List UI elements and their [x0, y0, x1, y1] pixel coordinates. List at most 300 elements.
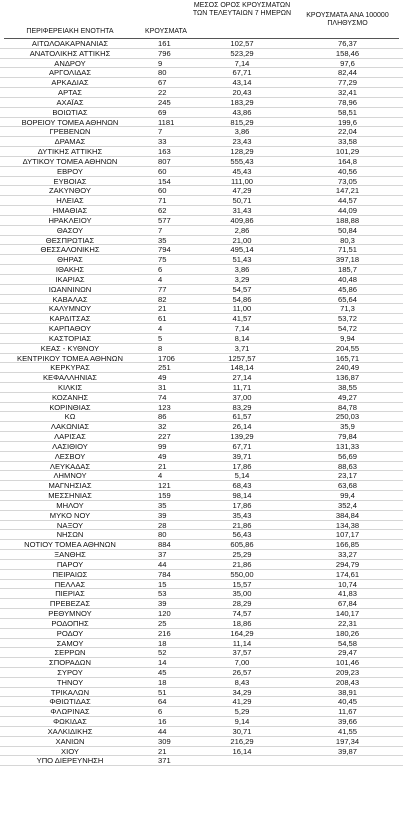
table-row: [0, 599, 403, 609]
cases-cell: 21: [158, 461, 167, 471]
region-cell: ΚΑΒΑΛΑΣ: [52, 294, 88, 304]
per100k-cell: 166,85: [335, 540, 360, 550]
table-row: [0, 285, 403, 295]
region-cell: ΡΕΘΥΜΝΟΥ: [48, 609, 92, 619]
per100k-cell: 35,9: [340, 422, 355, 432]
region-cell: ΧΙΟΥ: [61, 746, 79, 756]
table-row: [0, 412, 403, 422]
per100k-cell: 49,27: [337, 392, 357, 402]
per100k-cell: 33,58: [337, 137, 357, 147]
header-cases-per-100k: ΚΡΟΥΣΜΑΤΑ ΑΝΑ 100000 ΠΛΗΘΥΣΜΟ: [306, 12, 389, 27]
per100k-cell: 199,6: [337, 117, 357, 127]
avg-cell: 128,29: [230, 147, 254, 157]
cases-cell: 371: [158, 756, 171, 766]
per100k-cell: 9,94: [340, 333, 355, 343]
cases-cell: 35: [158, 235, 167, 245]
per100k-cell: 165,71: [335, 353, 360, 363]
cases-cell: 31: [158, 382, 167, 392]
per100k-cell: 134,38: [335, 520, 360, 530]
avg-cell: 5,14: [234, 471, 250, 481]
region-cell: ΒΟΡΕΙΟΥ ΤΟΜΕΑ ΑΘΗΝΩΝ: [21, 117, 119, 127]
avg-cell: 68,43: [232, 481, 252, 491]
cases-cell: 7: [158, 127, 163, 137]
region-cell: ΣΥΡΟΥ: [57, 668, 83, 677]
table-row: [0, 373, 403, 383]
avg-cell: 7,14: [234, 58, 250, 68]
region-cell: ΙΘΑΚΗΣ: [55, 265, 85, 275]
cases-cell: 45: [158, 668, 167, 677]
avg-cell: 74,57: [232, 609, 252, 619]
table-row: [0, 147, 403, 157]
cases-cell: 121: [158, 481, 171, 491]
avg-cell: 51,43: [232, 255, 252, 265]
per100k-cell: 40,56: [337, 166, 357, 176]
cases-cell: 161: [158, 39, 171, 48]
region-cell: ΠΕΙΡΑΙΩΣ: [52, 569, 88, 579]
avg-cell: 47,29: [232, 186, 252, 196]
table-row: [0, 609, 403, 619]
table-row: [0, 481, 403, 491]
region-cell: ΚΕΑΣ - ΚΥΘΝΟΥ: [40, 343, 100, 353]
avg-cell: 27,14: [232, 373, 252, 383]
region-cell: ΑΙΤΩΛΟΑΚΑΡΝΑΝΙΑΣ: [31, 39, 109, 48]
per100k-cell: 54,58: [337, 638, 357, 648]
region-cell: ΔΡΑΜΑΣ: [54, 137, 86, 147]
cases-cell: 44: [158, 559, 167, 569]
cases-cell: 4: [158, 324, 163, 334]
avg-cell: 550,00: [230, 569, 254, 579]
region-cell: ΗΜΑΘΙΑΣ: [52, 206, 88, 216]
cases-cell: 794: [158, 245, 171, 255]
avg-cell: 83,29: [232, 402, 252, 412]
table-row: [0, 265, 403, 275]
cases-cell: 62: [158, 206, 167, 216]
cases-cell: 15: [158, 579, 167, 589]
table-row: [0, 167, 403, 177]
table-row: [0, 737, 403, 747]
per100k-cell: 32,41: [337, 88, 357, 98]
cases-cell: 53: [158, 589, 167, 599]
region-cell: ΑΝΑΤΟΛΙΚΗΣ ΑΤΤΙΚΗΣ: [29, 48, 111, 58]
table-row: [0, 216, 403, 226]
cases-cell: 159: [158, 491, 171, 501]
per100k-cell: 40,48: [337, 274, 357, 284]
cases-cell: 807: [158, 156, 171, 166]
avg-cell: 61,57: [232, 412, 252, 422]
avg-cell: 54,57: [232, 284, 252, 294]
per100k-cell: 97,6: [340, 58, 355, 68]
per100k-cell: 65,64: [337, 294, 357, 304]
region-cell: ΑΧΑΪΑΣ: [56, 97, 84, 107]
table-row: [0, 245, 403, 255]
cases-cell: 69: [158, 107, 167, 117]
cases-cell: 80: [158, 68, 167, 78]
table-row: [0, 697, 403, 707]
cases-cell: 14: [158, 658, 167, 668]
avg-cell: 11,14: [232, 638, 252, 648]
avg-cell: 26,57: [232, 668, 252, 677]
avg-cell: 3,86: [234, 127, 250, 137]
cases-cell: 18: [158, 677, 167, 687]
avg-cell: 21,00: [232, 235, 252, 245]
region-cell: ΜΗΛΟΥ: [56, 500, 84, 510]
table-body: [0, 39, 403, 766]
cases-cell: 5: [158, 333, 163, 343]
region-cell: ΗΛΕΙΑΣ: [56, 196, 84, 206]
table-row: [0, 383, 403, 393]
per100k-cell: 22,31: [337, 618, 357, 628]
table-row: [0, 648, 403, 658]
avg-cell: 17,86: [232, 461, 252, 471]
per100k-cell: 209,23: [335, 668, 360, 677]
per100k-cell: 29,47: [337, 648, 357, 658]
region-cell: ΜΥΚΟ ΝΟΥ: [49, 510, 91, 520]
avg-cell: 67,71: [232, 68, 252, 78]
region-cell: ΚΟΖΑΝΗΣ: [51, 392, 89, 402]
cases-cell: 60: [158, 186, 167, 196]
avg-cell: 21,86: [232, 559, 252, 569]
table-row: [0, 255, 403, 265]
per100k-cell: 101,29: [335, 147, 360, 157]
cases-cell: 21: [158, 304, 167, 314]
region-cell: ΙΩΑΝΝΙΝΩΝ: [48, 284, 92, 294]
cases-cell: 18: [158, 638, 167, 648]
region-cell: ΠΑΡΟΥ: [56, 559, 84, 569]
avg-cell: 37,57: [232, 648, 252, 658]
avg-cell: 409,86: [230, 215, 254, 225]
table-row: [0, 39, 403, 49]
avg-cell: 26,14: [232, 422, 252, 432]
per100k-cell: 11,67: [338, 707, 357, 717]
region-cell: ΛΕΥΚΑΔΑΣ: [49, 461, 91, 471]
cases-cell: 44: [158, 726, 167, 736]
region-cell: ΜΕΣΣΗΝΙΑΣ: [48, 491, 92, 501]
cases-cell: 80: [158, 530, 167, 540]
table-row: [0, 707, 403, 717]
per100k-cell: 384,84: [335, 510, 360, 520]
region-cell: ΑΡΤΑΣ: [58, 88, 82, 98]
table-row: [0, 668, 403, 678]
region-cell: ΚΕΡΚΥΡΑΣ: [50, 363, 90, 373]
avg-cell: 3,71: [234, 343, 250, 353]
table-row: [0, 501, 403, 511]
cases-cell: 39: [158, 510, 167, 520]
avg-cell: 815,29: [230, 117, 254, 127]
table-row: [0, 560, 403, 570]
per100k-cell: 53,72: [337, 314, 357, 324]
region-cell: ΖΑΚΥΝΘΟΥ: [49, 186, 91, 196]
per100k-cell: 44,57: [337, 196, 357, 206]
cases-cell: 8: [158, 343, 163, 353]
region-cell: ΓΡΕΒΕΝΩΝ: [49, 127, 91, 137]
region-cell: ΑΡΓΟΛΙΔΑΣ: [48, 68, 92, 78]
region-cell: ΚΕΝΤΡΙΚΟΥ ΤΟΜΕΑ ΑΘΗΝΩΝ: [17, 353, 123, 363]
cases-cell: 75: [158, 255, 167, 265]
region-cell: ΘΗΡΑΣ: [57, 255, 83, 265]
region-cell: ΤΗΝΟΥ: [56, 677, 84, 687]
per100k-cell: 147,21: [335, 186, 360, 196]
region-cell: ΚΑΣΤΟΡΙΑΣ: [48, 333, 92, 343]
region-cell: ΘΕΣΠΡΩΤΙΑΣ: [45, 235, 95, 245]
region-cell: ΦΛΩΡΙΝΑΣ: [50, 707, 90, 717]
per100k-cell: 54,72: [337, 324, 357, 334]
table-row: [0, 59, 403, 69]
region-cell: ΚΕΦΑΛΛΗΝΙΑΣ: [42, 373, 98, 383]
region-cell: ΗΡΑΚΛΕΙΟΥ: [48, 215, 92, 225]
cases-cell: 35: [158, 500, 167, 510]
cases-cell: 7: [158, 225, 163, 235]
region-cell: ΔΥΤΙΚΗΣ ΑΤΤΙΚΗΣ: [37, 147, 103, 157]
avg-cell: 15,57: [232, 579, 252, 589]
cases-cell: 16: [158, 717, 167, 727]
per100k-cell: 294,79: [335, 559, 360, 569]
per100k-cell: 39,87: [337, 746, 357, 756]
region-cell: ΚΟΡΙΝΘΙΑΣ: [49, 402, 91, 412]
region-cell: ΧΑΝΙΩΝ: [55, 736, 85, 746]
cases-cell: 37: [158, 550, 167, 560]
per100k-cell: 188,88: [335, 215, 360, 225]
per100k-cell: 41,55: [337, 726, 357, 736]
cases-cell: 49: [158, 451, 167, 461]
per100k-cell: 33,27: [337, 550, 357, 560]
cases-cell: 796: [158, 48, 171, 58]
table-row: [0, 236, 403, 246]
cases-cell: 52: [158, 648, 167, 658]
avg-cell: 523,29: [230, 48, 254, 58]
cases-cell: 1181: [158, 117, 175, 127]
region-cell: ΚΙΛΚΙΣ: [57, 382, 83, 392]
cases-cell: 33: [158, 137, 167, 147]
table-row: [0, 304, 403, 314]
avg-cell: 11,71: [232, 382, 252, 392]
table-row: [0, 354, 403, 364]
avg-cell: 98,14: [232, 491, 252, 501]
avg-cell: 43,14: [232, 78, 252, 88]
cases-cell: 1706: [158, 353, 175, 363]
region-cell: ΣΕΡΡΩΝ: [54, 648, 86, 658]
avg-cell: 8,14: [234, 333, 250, 343]
cases-cell: 60: [158, 166, 167, 176]
avg-cell: 5,29: [234, 707, 250, 717]
header-cases: ΚΡΟΥΣΜΑΤΑ: [145, 28, 187, 35]
header-region: ΠΕΡΙΦΕΡΕΙΑΚΗ ΕΝΟΤΗΤΑ: [26, 28, 114, 35]
table-row: [0, 432, 403, 442]
per100k-cell: 67,84: [337, 599, 357, 609]
region-cell: ΠΕΛΛΑΣ: [54, 579, 86, 589]
table-row: [0, 511, 403, 521]
per100k-cell: 164,8: [337, 156, 357, 166]
table-row: [0, 717, 403, 727]
table-row: [0, 196, 403, 206]
table-row: [0, 127, 403, 137]
per100k-cell: 158,46: [335, 48, 360, 58]
table-row: [0, 403, 403, 413]
region-cell: ΔΥΤΙΚΟΥ ΤΟΜΕΑ ΑΘΗΝΩΝ: [22, 156, 118, 166]
table-row: [0, 550, 403, 560]
table-row: [0, 580, 403, 590]
avg-cell: 41,57: [232, 314, 252, 324]
per100k-cell: 352,4: [337, 500, 357, 510]
cases-cell: 6: [158, 707, 163, 717]
table-row: [0, 108, 403, 118]
avg-cell: 495,14: [230, 245, 254, 255]
avg-cell: 2,86: [234, 225, 250, 235]
table-row: [0, 314, 403, 324]
avg-cell: 18,86: [232, 618, 252, 628]
per100k-cell: 50,84: [337, 225, 357, 235]
per100k-cell: 197,34: [335, 736, 360, 746]
region-cell: ΕΒΡΟΥ: [57, 166, 83, 176]
per100k-cell: 10,74: [337, 579, 357, 589]
cases-cell: 25: [158, 618, 167, 628]
cases-cell: 4: [158, 274, 163, 284]
per100k-cell: 397,18: [335, 255, 360, 265]
table-row: [0, 619, 403, 629]
region-cell: ΤΡΙΚΑΛΩΝ: [50, 687, 90, 697]
per100k-cell: 71,3: [340, 304, 355, 314]
cases-cell: 120: [158, 609, 171, 619]
per100k-cell: 58,51: [337, 107, 357, 117]
table-row: [0, 462, 403, 472]
per100k-cell: 82,44: [337, 68, 357, 78]
cases-cell: 227: [158, 432, 171, 442]
per100k-cell: 140,17: [335, 609, 360, 619]
region-cell: ΕΥΒΟΙΑΣ: [53, 176, 87, 186]
per100k-cell: 23,17: [337, 471, 357, 481]
cases-cell: 9: [158, 58, 163, 68]
table-row: [0, 344, 403, 354]
table-row: [0, 78, 403, 88]
per100k-cell: 76,37: [337, 39, 357, 48]
region-cell: ΛΕΣΒΟΥ: [54, 451, 86, 461]
cases-cell: 39: [158, 599, 167, 609]
cases-cell: 86: [158, 412, 167, 422]
per100k-cell: 88,63: [337, 461, 357, 471]
per100k-cell: 45,86: [337, 284, 357, 294]
cases-cell: 163: [158, 147, 171, 157]
avg-cell: 45,43: [232, 166, 252, 176]
avg-cell: 16,14: [232, 746, 252, 756]
region-cell: ΦΩΚΙΔΑΣ: [53, 717, 87, 727]
per100k-cell: 77,29: [337, 78, 357, 88]
avg-cell: 21,86: [232, 520, 252, 530]
region-cell: ΣΠΟΡΑΔΩΝ: [49, 658, 91, 668]
region-cell: ΠΡΕΒΕΖΑΣ: [49, 599, 91, 609]
cases-cell: 784: [158, 569, 171, 579]
avg-cell: 148,14: [230, 363, 254, 373]
avg-cell: 30,71: [232, 726, 252, 736]
cases-cell: 245: [158, 97, 171, 107]
avg-cell: 23,43: [232, 137, 252, 147]
table-row: [0, 68, 403, 78]
region-cell: ΝΑΞΟΥ: [56, 520, 84, 530]
table-row: [0, 157, 403, 167]
table-row: [0, 629, 403, 639]
table-row: [0, 747, 403, 757]
per100k-cell: 38,55: [337, 382, 357, 392]
avg-cell: 39,71: [232, 451, 252, 461]
cases-cell: 884: [158, 540, 171, 550]
region-cell: ΛΑΚΩΝΙΑΣ: [50, 422, 90, 432]
avg-cell: 17,86: [232, 500, 252, 510]
region-cell: ΝΗΣΩΝ: [56, 530, 84, 540]
per100k-cell: 101,46: [335, 658, 360, 668]
avg-cell: 35,00: [232, 589, 252, 599]
per100k-cell: 131,33: [335, 441, 360, 451]
per100k-cell: 39,66: [337, 717, 357, 727]
cases-cell: 577: [158, 215, 171, 225]
per100k-cell: 180,26: [335, 628, 360, 638]
per100k-cell: 38,91: [337, 687, 357, 697]
avg-cell: 216,29: [230, 736, 254, 746]
region-cell: ΜΑΓΝΗΣΙΑΣ: [48, 481, 92, 491]
region-cell: ΒΟΙΩΤΙΑΣ: [52, 107, 88, 117]
table-row: [0, 422, 403, 432]
avg-cell: 111,00: [230, 176, 254, 186]
avg-cell: 3,86: [234, 265, 250, 275]
cases-cell: 4: [158, 471, 163, 481]
region-cell: ΡΟΔΟΠΗΣ: [51, 618, 89, 628]
cases-cell: 309: [158, 736, 171, 746]
avg-cell: 25,29: [232, 550, 252, 560]
table-header: [0, 0, 403, 42]
region-cell: ΑΡΚΑΔΙΑΣ: [51, 78, 89, 88]
per100k-cell: 71,51: [337, 245, 357, 255]
per100k-cell: 99,4: [340, 491, 355, 501]
region-cell: ΙΚΑΡΙΑΣ: [55, 274, 85, 284]
per100k-cell: 250,03: [335, 412, 360, 422]
region-cell: ΞΑΝΘΗΣ: [54, 550, 86, 560]
region-cell: ΛΑΣΙΘΙΟΥ: [52, 441, 88, 451]
per100k-cell: 79,84: [337, 432, 357, 442]
cases-cell: 22: [158, 88, 167, 98]
header-avg-7-days: ΜΕΣΟΣ ΟΡΟΣ ΚΡΟΥΣΜΑΤΩΝ ΤΩΝ ΤΕΛΕΥΤΑΙΩΝ 7 ΗΜΕΡΩΝ: [192, 2, 292, 17]
cases-cell: 49: [158, 373, 167, 383]
avg-cell: 164,29: [230, 628, 254, 638]
per100k-cell: 84,78: [337, 402, 357, 412]
table-row: [0, 639, 403, 649]
cases-cell: 82: [158, 294, 167, 304]
table-row: [0, 570, 403, 580]
region-cell: ΡΟΔΟΥ: [56, 628, 84, 638]
table-row: [0, 658, 403, 668]
cases-cell: 51: [158, 687, 167, 697]
per100k-cell: 136,87: [335, 373, 360, 383]
table-row: [0, 49, 403, 59]
avg-cell: 37,00: [232, 392, 252, 402]
per100k-cell: 204,55: [335, 343, 360, 353]
region-cell: ΧΑΛΚΙΔΙΚΗΣ: [47, 726, 93, 736]
cases-cell: 74: [158, 392, 167, 402]
region-cell: ΚΩ: [64, 412, 76, 422]
per100k-cell: 185,7: [337, 265, 357, 275]
region-cell: ΣΑΜΟΥ: [56, 638, 84, 648]
per100k-cell: 41,83: [337, 589, 357, 599]
avg-cell: 555,43: [230, 156, 254, 166]
per100k-cell: 80,3: [340, 235, 355, 245]
cases-cell: 216: [158, 628, 171, 638]
region-cell: ΠΙΕΡΙΑΣ: [55, 589, 85, 599]
region-cell: ΚΑΛΥΜΝΟΥ: [48, 304, 92, 314]
table-row: [0, 137, 403, 147]
per100k-cell: 73,05: [337, 176, 357, 186]
per100k-cell: 240,49: [335, 363, 360, 373]
avg-cell: 67,71: [232, 441, 252, 451]
avg-cell: 8,43: [234, 677, 250, 687]
table-row: [0, 118, 403, 128]
per100k-cell: 56,69: [337, 451, 357, 461]
table-row: [0, 491, 403, 501]
